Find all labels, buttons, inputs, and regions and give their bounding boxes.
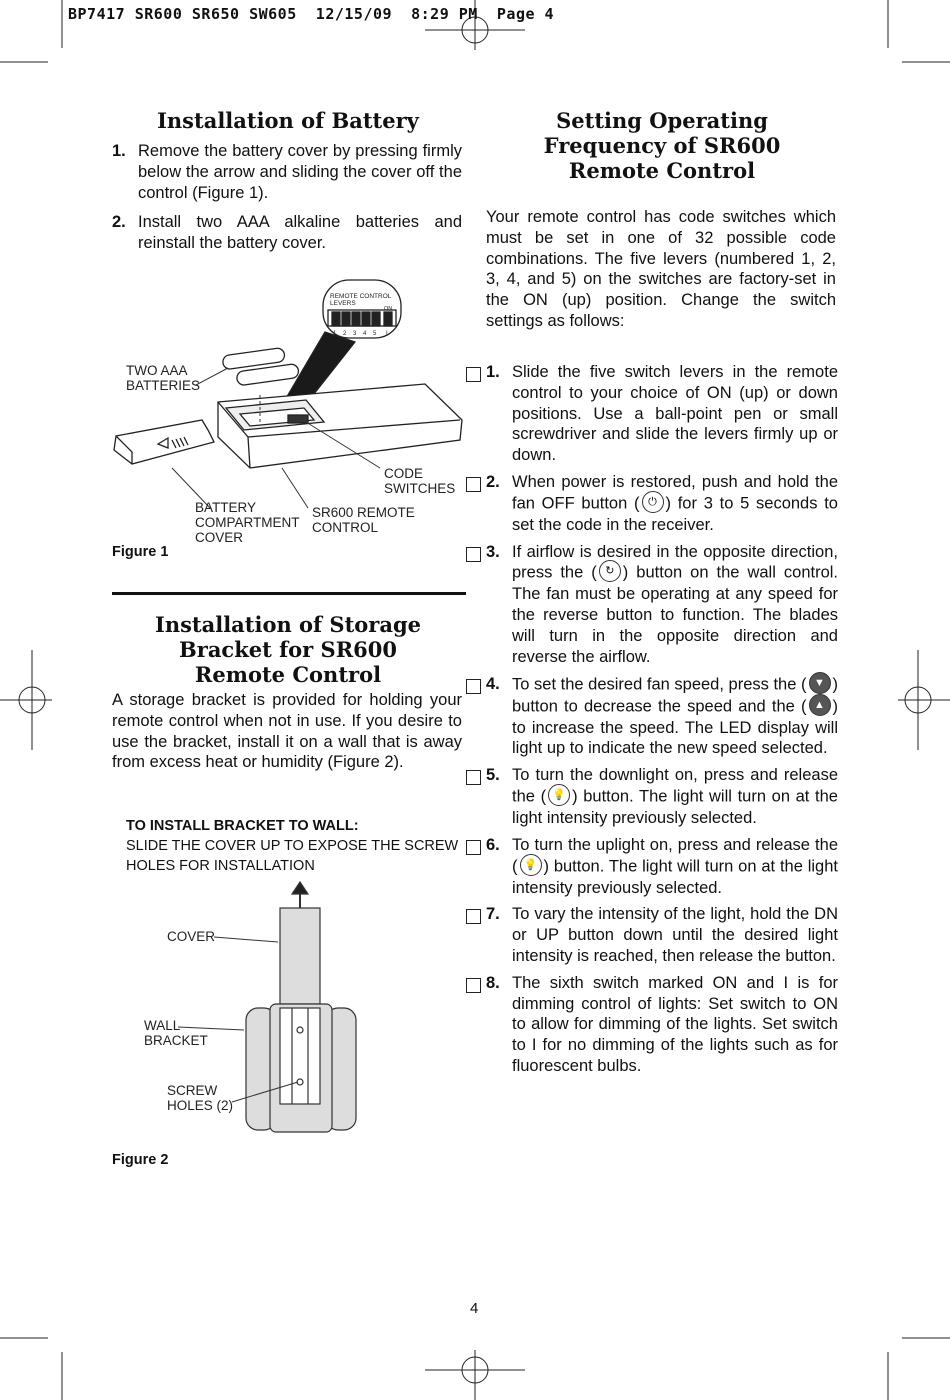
checkbox[interactable] [466, 840, 481, 855]
speed-down-icon: ▼ [809, 672, 831, 694]
checkbox[interactable] [466, 978, 481, 993]
inset-on-label: ON [384, 306, 393, 312]
checkbox[interactable] [466, 770, 481, 785]
frequency-step: 5. To turn the downlight on, press and release the ( 💡 ) button. The light will turn on at the light intensity previously selected. [466, 765, 838, 829]
battery-steps [112, 141, 462, 263]
frequency-intro: Your remote control has code switches which must be set in one of 32 possible code combinations. The five levers (numbered 1, 2, 3, 4, and 5) on the switches are factory-set in the ON (up) position. Change the switch settings as follows: [486, 208, 836, 330]
frequency-steps [466, 362, 838, 1083]
section-divider [112, 592, 466, 595]
reverse-icon: ↻ [599, 560, 621, 582]
uplight-icon: 💡 [520, 854, 542, 876]
inset-title: REMOTE CONTROL [330, 293, 392, 300]
speed-up-icon: ▲ [809, 694, 831, 716]
bracket-title: Installation of Storage Bracket for SR600 Remote Control [155, 612, 421, 687]
inset-num: 5 [373, 331, 377, 337]
frequency-step: 7. To vary the intensity of the light, hold the DN or UP button down until the desired light intensity is reached, then release the button. [466, 904, 838, 966]
callout-batteries: TWO AAA BATTERIES [126, 363, 201, 393]
frequency-step: 2. When power is restored, push and hold the fan OFF button ( ⏻ ) for 3 to 5 seconds to set the code in the receiver. [466, 472, 838, 536]
inset-num: I [386, 331, 388, 337]
inset-num: 1 [333, 331, 337, 337]
frequency-step: 4. To set the desired fan speed, press the ( ▼ ) button to decrease the speed and the ( ▲ ) to increase the speed. The LED display will light up to indicate the new speed selected. [466, 674, 838, 760]
callout-battery-cover: BATTERY COMPARTMENT COVER [195, 500, 300, 545]
figure1-label: Figure 1 [112, 544, 169, 560]
inset-num: 3 [353, 331, 357, 337]
inset-num: 2 [343, 331, 347, 337]
checkbox[interactable] [466, 547, 481, 562]
frequency-step: 1. Slide the five switch levers in the remote control to your choice of ON (up) or down positions. Use a ball-point pen or small screwdriver and slide the levers firmly up or down. [466, 362, 838, 466]
inset-num: 4 [363, 331, 367, 337]
battery-step: 2. Install two AAA alkaline batteries and reinstall the battery cover. [112, 213, 462, 253]
bracket-paragraph: A storage bracket is provided for holding your remote control when not in use. If you desire to use the bracket, install it on a wall that is away from excess heat or humidity (Figure 2). [112, 691, 462, 772]
checkbox[interactable] [466, 909, 481, 924]
print-slug: BP7417 SR600 SR650 SW605 12/15/09 8:29 PM Page 4 [68, 5, 555, 23]
bracket-instructions: TO INSTALL BRACKET TO WALL: SLIDE THE COVER UP TO EXPOSE THE SCREW HOLES FOR INSTALLATION [126, 818, 459, 874]
callout-screw-holes: SCREW HOLES (2) [167, 1083, 234, 1113]
checkbox[interactable] [466, 679, 481, 694]
frequency-step: 3. If airflow is desired in the opposite direction, press the ( ↻ ) button on the wall control. The fan must be operating at any speed for the reverse button to function. The blades will turn in the opposite direction and reverse the airflow. [466, 542, 838, 668]
callout-cover: COVER [167, 929, 216, 944]
battery-step: 1. Remove the battery cover by pressing firmly below the arrow and sliding the cover off the control (Figure 1). [112, 142, 462, 202]
callout-remote: SR600 REMOTE CONTROL [312, 505, 415, 535]
figure2-label: Figure 2 [112, 1152, 169, 1168]
frequency-title: Setting Operating Frequency of SR600 Remote Control [543, 108, 781, 183]
callout-wall-bracket: WALL BRACKET [144, 1018, 208, 1048]
frequency-step: 6. To turn the uplight on, press and release the ( 💡 ) button. The light will turn on at the light intensity previously selected. [466, 835, 838, 899]
figure2-illustration [112, 880, 472, 1150]
checkbox[interactable] [466, 367, 481, 382]
frequency-step: 8. The sixth switch marked ON and I is for dimming control of lights: Set switch to ON to allow for dimming of the lights. Set switch to I for no dimming of the lights such as for fluorescent bulbs. [466, 973, 838, 1077]
downlight-icon: 💡 [548, 784, 570, 806]
battery-title: Installation of Battery [157, 108, 419, 133]
page-number: 4 [470, 1300, 479, 1317]
checkbox[interactable] [466, 477, 481, 492]
inset-subtitle: LEVERS [330, 300, 356, 307]
callout-code-switches: CODE SWITCHES [384, 466, 456, 496]
power-icon: ⏻ [642, 491, 664, 513]
